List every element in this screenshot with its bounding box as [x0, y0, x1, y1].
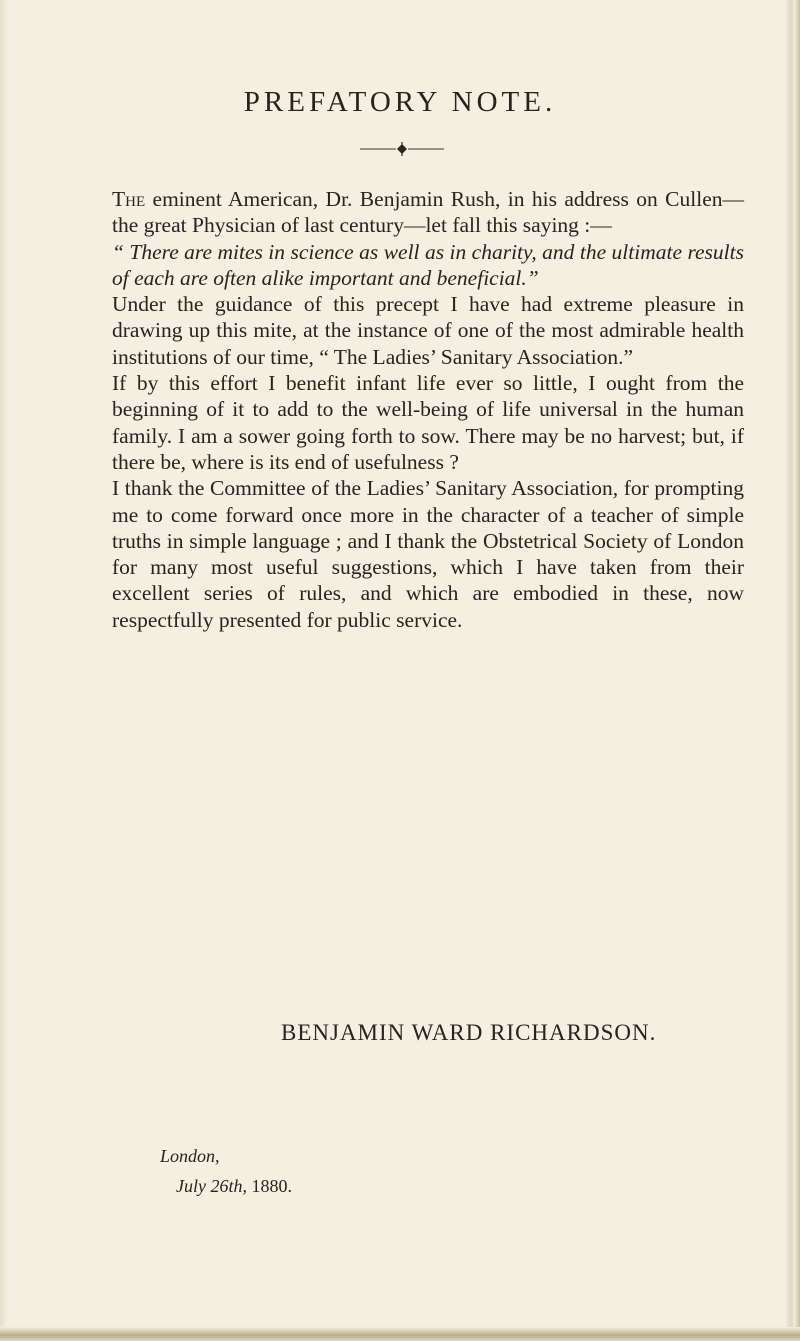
date-line: [176, 1176, 292, 1197]
date-year: 1880.: [246, 1176, 292, 1196]
page-bottom-edge: [0, 1327, 800, 1341]
place-line: London,: [160, 1146, 220, 1166]
divider-ornament-icon: [360, 142, 444, 156]
page-right-edge: [786, 0, 800, 1341]
preface-body: [112, 186, 744, 633]
page-title: PREFATORY NOTE.: [243, 86, 557, 118]
paragraph-intro: [112, 186, 744, 239]
page-left-edge: [0, 0, 8, 1341]
paragraph-thanks: I thank the Committee of the Ladies’ Sanitary Association, for prompting me to come forward once more in the character of a teacher of simple truths in simple language ; and I thank the Obstetrical Society of London for many most useful suggestions, which I have taken from their excellent series of rules, and which are embodied in these, now respectfully presented for public service.: [112, 476, 744, 632]
paragraph-precept: Under the guidance of this precept I have had extreme pleasure in drawing up this mite, at the instance of one of the most admirable health institutions of our time, “ The Ladies’ Sanitary Association.”: [112, 292, 744, 369]
lead-word: The: [112, 187, 146, 211]
author-signature: BENJAMIN WARD RICHARDSON.: [281, 1020, 657, 1045]
rush-quote: “ There are mites in science as well as in charity, and the ultimate results of each are often alike important and beneficial.”: [112, 239, 744, 290]
date-month-day: July 26th,: [176, 1176, 247, 1196]
paragraph-effort: If by this effort I benefit infant life ever so little, I ought from the beginning of it to add to the well-being of life universal in the human family. I am a sower going forth to sow. There may be no harvest; but, if there be, where is its end of usefulness ?: [112, 371, 744, 474]
intro-text: eminent American, Dr. Benjamin Rush, in his address on Cullen—the great Physician of last century—let fall this saying :—: [112, 187, 744, 238]
